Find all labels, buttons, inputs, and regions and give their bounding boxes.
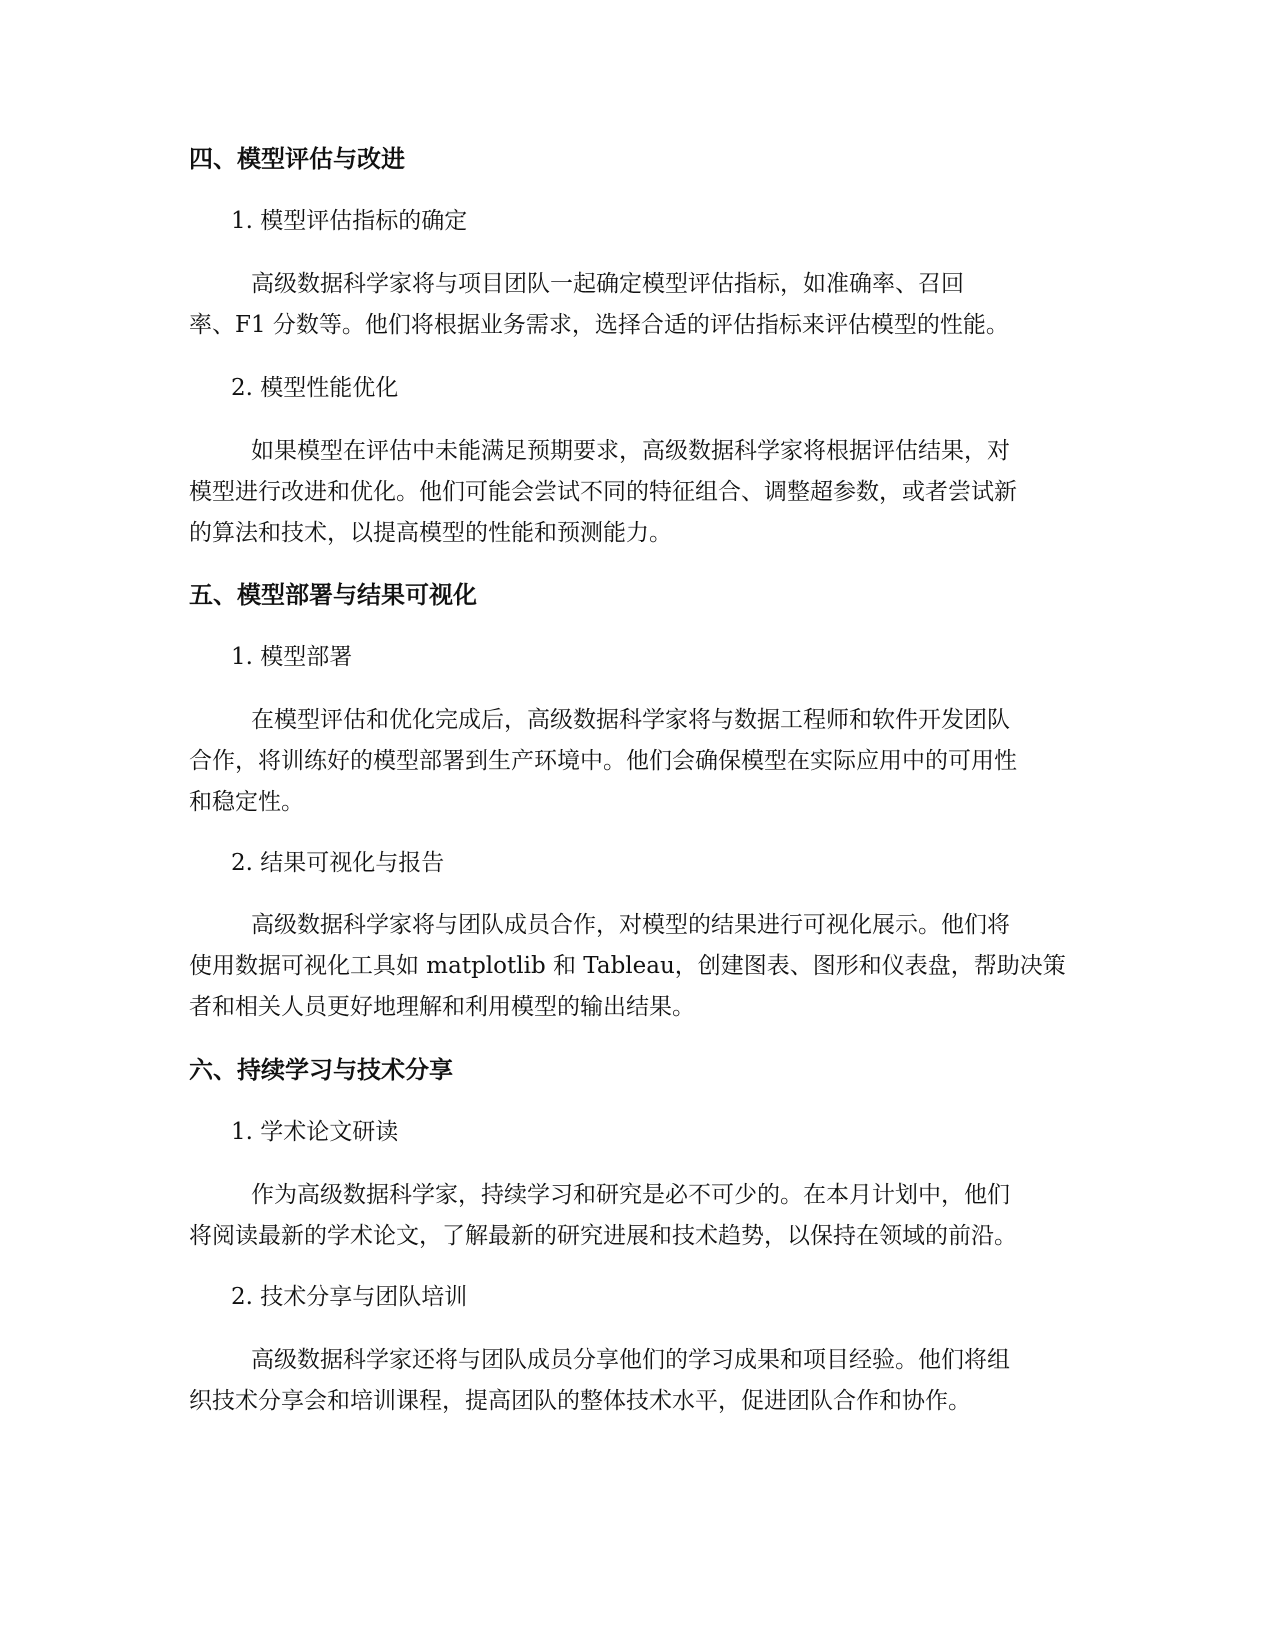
document-page xyxy=(189,0,1089,1650)
paragraph-line: 的算法和技术，以提高模型的性能和预测能力。 xyxy=(189,520,672,546)
section-heading-4: 四、模型评估与改进 xyxy=(189,145,405,173)
paragraph-line: 在模型评估和优化完成后，高级数据科学家将与数据工程师和软件开发团队 xyxy=(251,707,1010,733)
paragraph-4-1 xyxy=(189,264,1089,346)
subsection-title-6-2: 2. 技术分享与团队培训 xyxy=(231,1284,468,1310)
section-heading-6: 六、持续学习与技术分享 xyxy=(189,1056,453,1084)
subsection-title-4-2: 2. 模型性能优化 xyxy=(231,375,399,401)
paragraph-6-1 xyxy=(189,1175,1089,1257)
subsection-title-5-1: 1. 模型部署 xyxy=(231,644,353,670)
paragraph-line: 者和相关人员更好地理解和利用模型的输出结果。 xyxy=(189,994,695,1020)
paragraph-5-2 xyxy=(189,905,1089,1028)
paragraph-4-2 xyxy=(189,431,1089,554)
paragraph-line: 将阅读最新的学术论文，了解最新的研究进展和技术趋势，以保持在领域的前沿。 xyxy=(189,1223,1017,1249)
paragraph-line: 和稳定性。 xyxy=(189,789,304,815)
paragraph-line: 作为高级数据科学家，持续学习和研究是必不可少的。在本月计划中，他们 xyxy=(251,1182,1010,1208)
paragraph-line: 合作，将训练好的模型部署到生产环境中。他们会确保模型在实际应用中的可用性 xyxy=(189,748,1017,774)
paragraph-line: 高级数据科学家还将与团队成员分享他们的学习成果和项目经验。他们将组 xyxy=(251,1347,1010,1373)
section-heading-5: 五、模型部署与结果可视化 xyxy=(189,581,477,609)
subsection-title-6-1: 1. 学术论文研读 xyxy=(231,1119,399,1145)
paragraph-line: 率、F1 分数等。他们将根据业务需求，选择合适的评估指标来评估模型的性能。 xyxy=(189,312,1009,338)
subsection-title-4-1: 1. 模型评估指标的确定 xyxy=(231,208,468,234)
paragraph-line: 模型进行改进和优化。他们可能会尝试不同的特征组合、调整超参数，或者尝试新 xyxy=(189,479,1017,505)
paragraph-line: 高级数据科学家将与团队成员合作，对模型的结果进行可视化展示。他们将 xyxy=(251,912,1010,938)
paragraph-6-2 xyxy=(189,1340,1089,1422)
paragraph-line: 如果模型在评估中未能满足预期要求，高级数据科学家将根据评估结果，对 xyxy=(251,438,1010,464)
paragraph-line: 使用数据可视化工具如 matplotlib 和 Tableau，创建图表、图形和仪表盘，帮助决策 xyxy=(189,953,1066,979)
paragraph-line: 织技术分享会和培训课程，提高团队的整体技术水平，促进团队合作和协作。 xyxy=(189,1388,971,1414)
paragraph-5-1 xyxy=(189,700,1089,823)
paragraph-line: 高级数据科学家将与项目团队一起确定模型评估指标，如准确率、召回 xyxy=(251,271,964,297)
subsection-title-5-2: 2. 结果可视化与报告 xyxy=(231,850,445,876)
